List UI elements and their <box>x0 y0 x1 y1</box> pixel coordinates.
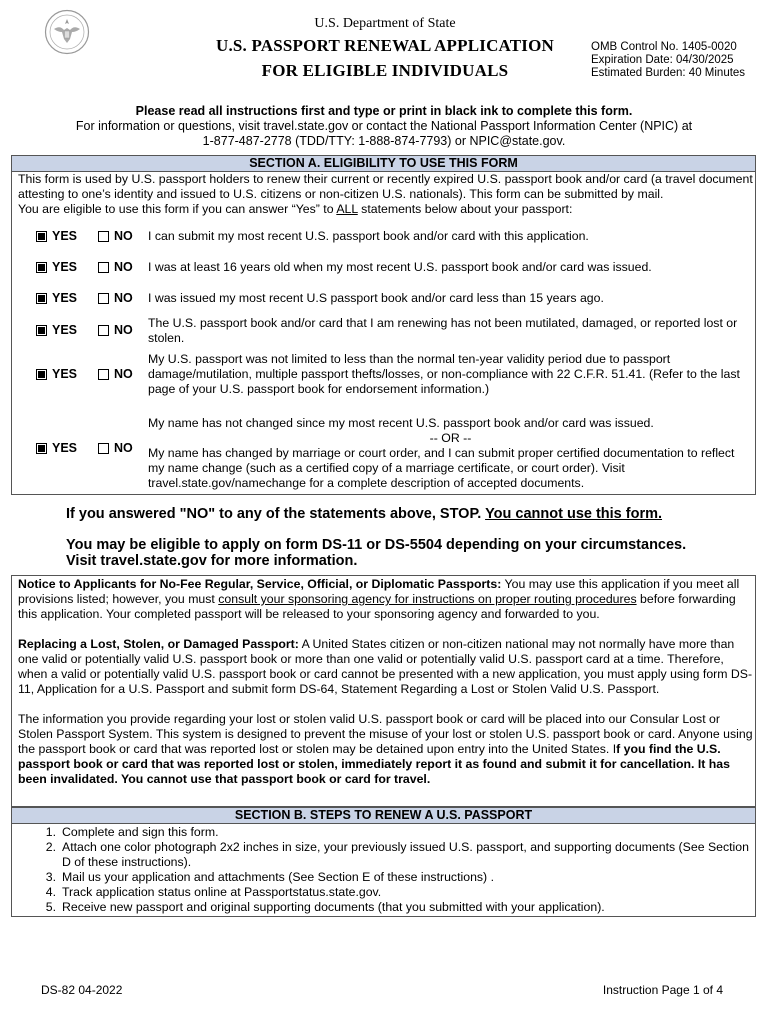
instructions-bold-line: Please read all instructions first and type or print in black ink to complete this form. <box>135 104 633 118</box>
or-separator: -- OR -- <box>429 431 472 445</box>
section-a-description: This form is used by U.S. passport holders to renew their current or recently expired U.S. passport book and/or card (a travel document attesting to one’s identity and issued to U.S. citizens or non-citizen U.S. nationals). This form can be submitted by mail. You are eligible to use this form if you can answer “Yes” to ALL statements below about your passport: <box>18 172 753 216</box>
yes-checkbox[interactable] <box>36 443 47 454</box>
estimated-burden: Estimated Burden: 40 Minutes <box>591 67 746 79</box>
eligibility-statement: My U.S. passport was not limited to less than the normal ten-year validity period due to passport damage/mutilation, multiple passport thefts/losses, or non-compliance with 22 C.F.R. 51.41. (Refer to the last page of your U.S. passport book for endorsement information.) <box>148 352 740 396</box>
no-checkbox[interactable] <box>98 369 109 380</box>
eligibility-statement: I can submit my most recent U.S. passport book and/or card with this application. <box>148 229 589 243</box>
expiration-date: Expiration Date: 04/30/2025 <box>591 54 734 66</box>
department-name: U.S. Department of State <box>314 16 456 31</box>
alternative-forms-line: You may be eligible to apply on form DS-11 or DS-5504 depending on your circumstances. <box>66 537 687 553</box>
no-label: NO <box>114 367 133 381</box>
no-label: NO <box>114 260 133 274</box>
step-item: 1. Complete and sign this form. <box>45 825 219 839</box>
notice-text <box>18 577 753 787</box>
state-department-seal-icon <box>44 9 90 55</box>
yes-checkbox[interactable] <box>36 231 47 242</box>
stop-warning: If you answered "NO" to any of the statements above, STOP. You cannot use this form. <box>66 506 663 522</box>
yes-checkbox[interactable] <box>36 293 47 304</box>
yes-label: YES <box>52 323 78 337</box>
name-changed-statement: My name has changed by marriage or court order, and I can submit proper certified documentation to reflect my name change (such as a certified copy of a marriage certificate, or court order). Visit travel.state.gov/namechange for a complete description of accepted documents. <box>148 446 735 490</box>
eligibility-statement: The U.S. passport book and/or card that I am renewing has not been mutilated, damaged, or reported lost or stolen. <box>148 316 738 345</box>
yes-label: YES <box>52 441 78 455</box>
page-number: Instruction Page 1 of 4 <box>602 983 723 997</box>
yes-checkbox[interactable] <box>36 369 47 380</box>
yes-label: YES <box>52 367 78 381</box>
more-info-line: Visit travel.state.gov for more information. <box>66 553 358 569</box>
no-label: NO <box>114 291 133 305</box>
no-checkbox[interactable] <box>98 262 109 273</box>
lost-stolen-paragraph: Replacing a Lost, Stolen, or Damaged Passport: A United States citizen or non-citizen national may not normally have more than one valid or potentially valid U.S. passport book or more than one valid or potentially valid U.S. passport card at a time. Therefore, when a valid or potentially valid U.S. passport book or card cannot be presented with a new application, you must apply using form DS-11, Application for a U.S. Passport and submit form DS-64, Statement Regarding a Lost or Stolen Valid U.S. Passport. <box>18 637 753 696</box>
no-fee-notice-paragraph: Notice to Applicants for No-Fee Regular, Service, Official, or Diplomatic Passports: You may use this application if you meet all provisions listed; however, you must consult your sponsoring agency for instructions on proper routing procedures before forwarding this application. Your completed passport will be released to your sponsoring agency and forwarded to you. <box>18 577 740 621</box>
step-item: 5. Receive new passport and original supporting documents (that you submitted with your application). <box>45 900 605 914</box>
no-label: NO <box>114 229 133 243</box>
npic-phone-line: 1-877-487-2778 (TDD/TTY: 1-888-874-7793) or NPIC@state.gov. <box>202 134 566 148</box>
yes-checkbox[interactable] <box>36 325 47 336</box>
form-title-line1: U.S. PASSPORT RENEWAL APPLICATION <box>215 36 555 55</box>
yes-label: YES <box>52 260 78 274</box>
no-checkbox[interactable] <box>98 325 109 336</box>
eligibility-statement: I was at least 16 years old when my most recent U.S. passport book and/or card was issued. <box>148 260 652 274</box>
no-checkbox[interactable] <box>98 293 109 304</box>
step-item: 3. Mail us your application and attachments (See Section E of these instructions) . <box>45 870 494 884</box>
form-title-line2: FOR ELIGIBLE INDIVIDUALS <box>261 61 509 80</box>
name-unchanged-statement: My name has not changed since my most recent U.S. passport book and/or card was issued. <box>148 416 654 430</box>
no-label: NO <box>114 323 133 337</box>
no-checkbox[interactable] <box>98 231 109 242</box>
consular-lost-system-paragraph: The information you provide regarding your lost or stolen valid U.S. passport book or card will be placed into our Consular Lost or Stolen Passport System. This system is designed to prevent the misuse of your lost or stolen U.S. passport book or card. Anyone using the passport book or card that was reported lost or stolen may be detained upon entry into the United States. If you find the U.S. passport book or card that was reported lost or stolen, immediately report it as found and submit it for cancellation. It has been invalidated. You cannot use that passport book or card for travel. <box>18 712 753 786</box>
eligibility-statement: I was issued my most recent U.S passport book and/or card less than 15 years ago. <box>148 291 604 305</box>
step-item: 4. Track application status online at Passportstatus.state.gov. <box>45 885 382 899</box>
step-item: 2. Attach one color photograph 2x2 inches in size, your previously issued U.S. passport, and supporting documents (See Section D of these instructions). <box>45 840 749 869</box>
no-label: NO <box>114 441 133 455</box>
omb-control-number: OMB Control No. 1405-0020 <box>591 41 737 53</box>
renewal-steps-list <box>22 825 752 915</box>
form-number: DS-82 04-2022 <box>41 983 123 997</box>
yes-label: YES <box>52 291 78 305</box>
yes-label: YES <box>52 229 78 243</box>
no-checkbox[interactable] <box>98 443 109 454</box>
npic-contact-line: For information or questions, visit travel.state.gov or contact the National Passport Information Center (NPIC) at <box>75 119 693 133</box>
yes-checkbox[interactable] <box>36 262 47 273</box>
section-a-heading: SECTION A. ELIGIBILITY TO USE THIS FORM <box>12 156 755 172</box>
section-b-heading: SECTION B. STEPS TO RENEW A U.S. PASSPORT <box>12 808 755 824</box>
